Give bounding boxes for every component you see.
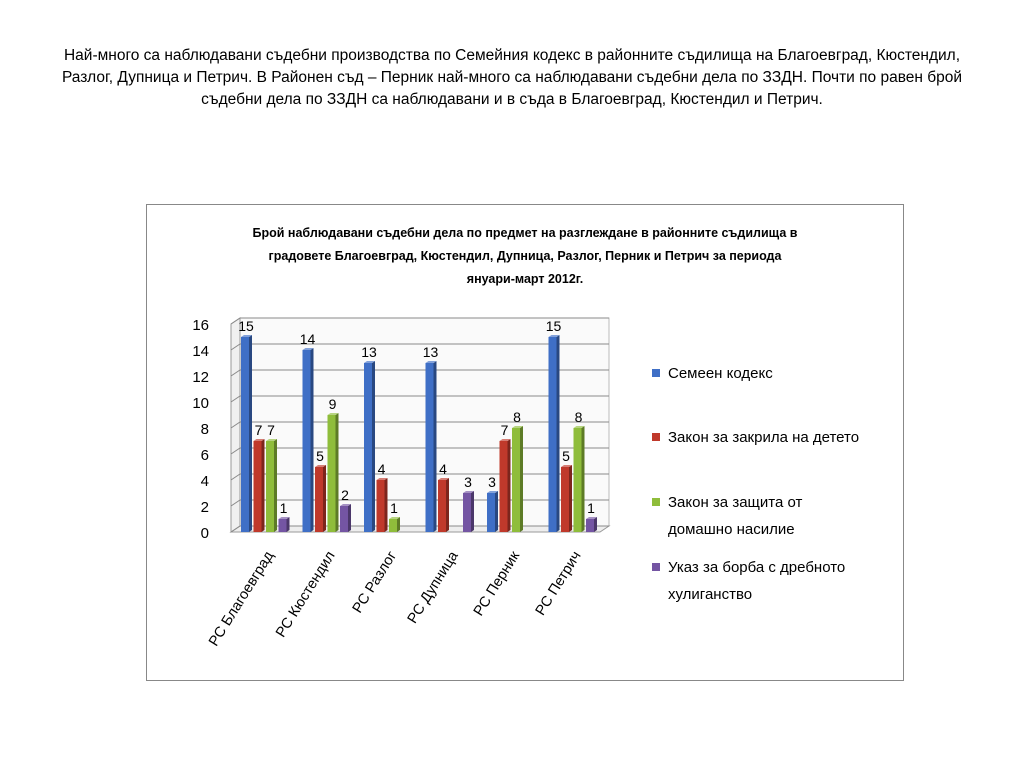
bar-side bbox=[287, 517, 290, 532]
bar bbox=[364, 363, 372, 532]
y-tick-label: 14 bbox=[192, 343, 209, 360]
bar bbox=[487, 493, 495, 532]
y-tick-label: 0 bbox=[200, 525, 209, 542]
bar bbox=[328, 415, 336, 532]
bar-side bbox=[471, 491, 474, 532]
bar bbox=[586, 519, 594, 532]
data-label: 7 bbox=[500, 422, 509, 438]
bar-side bbox=[495, 491, 498, 532]
bar-side bbox=[348, 504, 351, 532]
data-label: 13 bbox=[361, 344, 377, 360]
x-category-label: РС Благоевград bbox=[206, 548, 278, 650]
bar-side bbox=[446, 478, 449, 532]
bar bbox=[241, 337, 249, 532]
legend-swatch bbox=[652, 498, 660, 506]
bar bbox=[561, 467, 569, 532]
bar bbox=[500, 441, 508, 532]
legend-label: хулиганство bbox=[668, 586, 753, 603]
bar-side bbox=[594, 517, 597, 532]
data-label: 7 bbox=[267, 422, 275, 438]
bar bbox=[377, 480, 385, 532]
legend-label: Указ за борба с дребното bbox=[668, 559, 846, 576]
data-label: 4 bbox=[377, 461, 386, 477]
chart-frame bbox=[146, 204, 904, 681]
bar bbox=[438, 480, 446, 532]
legend-swatch bbox=[652, 369, 660, 377]
bar bbox=[303, 350, 311, 532]
data-label: 1 bbox=[587, 500, 595, 516]
bar bbox=[254, 441, 262, 532]
bar-side bbox=[249, 335, 252, 532]
bar bbox=[279, 519, 287, 532]
legend-label: Закон за закрила на детето bbox=[668, 429, 860, 446]
bar-side bbox=[385, 478, 388, 532]
data-label: 5 bbox=[316, 448, 324, 464]
bar-side bbox=[569, 465, 572, 532]
bar bbox=[549, 337, 557, 532]
bar bbox=[340, 506, 348, 532]
y-tick-label: 8 bbox=[200, 421, 209, 438]
legend-label: Семеен кодекс bbox=[668, 365, 773, 382]
x-category-label: РС Разлог bbox=[349, 548, 401, 617]
bar-chart bbox=[147, 205, 903, 680]
chart-title-line: януари-март 2012г. bbox=[466, 272, 584, 286]
bar bbox=[512, 428, 520, 532]
bar bbox=[266, 441, 274, 532]
bar-side bbox=[508, 439, 511, 532]
y-tick-label: 6 bbox=[200, 447, 209, 464]
data-label: 3 bbox=[464, 474, 472, 490]
y-tick-label: 16 bbox=[192, 317, 209, 334]
bar bbox=[574, 428, 582, 532]
data-label: 5 bbox=[562, 448, 570, 464]
bar-side bbox=[336, 413, 339, 532]
bar-side bbox=[274, 439, 277, 532]
bar-side bbox=[311, 348, 314, 532]
bar bbox=[463, 493, 471, 532]
bar-side bbox=[397, 517, 400, 532]
data-label: 13 bbox=[422, 344, 439, 360]
data-label: 1 bbox=[390, 500, 398, 516]
chart-title-line: Брой наблюдавани съдебни дела по предмет на разглеждане в районните съдилища в bbox=[252, 226, 798, 240]
bar-side bbox=[323, 465, 326, 532]
slide-description: Най-много са наблюдавани съдебни производства по Семейния кодекс в районните съдилища на Благоевград, Кюстендил, Разлог, Дупница и Петрич. В Районен съд – Перник най-много са наблюдавани съдебни дела по ЗЗДН. Почти по равен брой съдебни дела по ЗЗДН са наблюдавани и в съда в Благоевград, Кюстендил и Петрич. bbox=[61, 47, 963, 108]
x-category-label: РС Перник bbox=[470, 548, 524, 620]
bar-side bbox=[262, 439, 265, 532]
data-label: 4 bbox=[439, 461, 447, 477]
bar-side bbox=[557, 335, 560, 532]
x-category-label: РС Дупница bbox=[404, 548, 462, 627]
data-label: 3 bbox=[488, 474, 496, 490]
legend-label: домашно насилие bbox=[668, 521, 795, 538]
bar bbox=[389, 519, 397, 532]
legend-label: Закон за защита от bbox=[668, 494, 803, 511]
legend-swatch bbox=[652, 563, 660, 571]
bar-side bbox=[372, 361, 375, 532]
data-label: 8 bbox=[574, 409, 583, 425]
x-category-label: РС Петрич bbox=[532, 548, 585, 619]
data-label: 14 bbox=[299, 331, 316, 347]
bar-side bbox=[520, 426, 523, 532]
bar bbox=[426, 363, 434, 532]
bar-side bbox=[582, 426, 585, 532]
y-tick-label: 12 bbox=[192, 369, 209, 386]
y-tick-label: 10 bbox=[192, 395, 209, 412]
data-label: 7 bbox=[254, 422, 263, 438]
data-label: 8 bbox=[513, 409, 521, 425]
y-tick-label: 4 bbox=[200, 473, 209, 490]
data-label: 9 bbox=[328, 396, 337, 412]
data-label: 1 bbox=[279, 500, 288, 516]
data-label: 15 bbox=[238, 318, 254, 334]
legend-swatch bbox=[652, 433, 660, 441]
bar-side bbox=[434, 361, 437, 532]
data-label: 2 bbox=[341, 487, 349, 503]
chart-title-line: градовете Благоевград, Кюстендил, Дупница, Разлог, Перник и Петрич за периода bbox=[268, 249, 782, 263]
x-category-label: РС Кюстендил bbox=[273, 548, 339, 641]
data-label: 15 bbox=[545, 318, 562, 334]
y-tick-label: 2 bbox=[200, 499, 209, 516]
bar bbox=[315, 467, 323, 532]
